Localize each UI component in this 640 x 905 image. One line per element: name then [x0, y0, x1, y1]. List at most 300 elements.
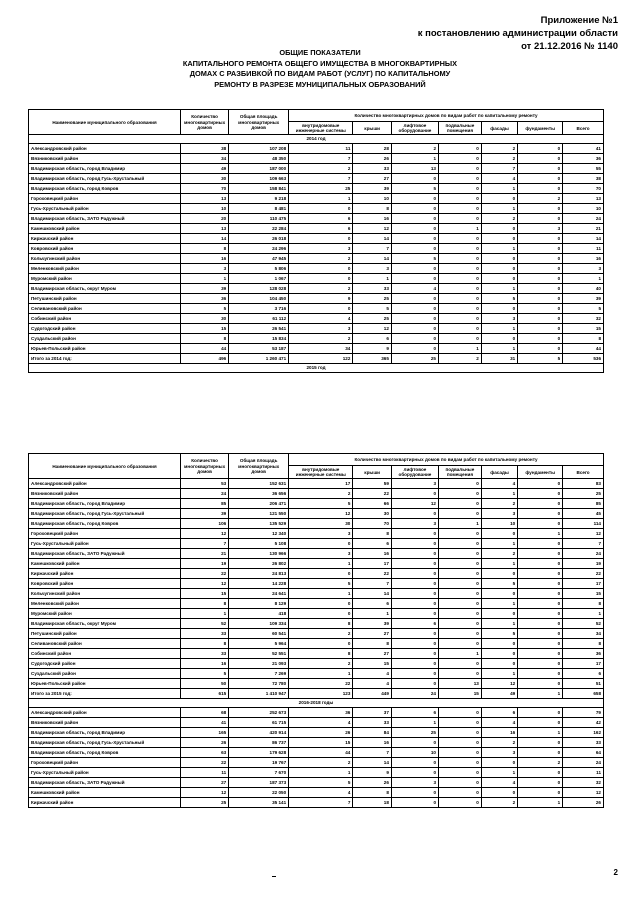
row-value: 2 — [481, 738, 517, 748]
header-work-group: Количество многоквартирных домов по видам работ по капитальному ремонту — [289, 454, 604, 466]
header-foundations: фундаменты — [518, 466, 563, 479]
row-value: 33 — [181, 629, 229, 639]
row-value: 19 767 — [229, 758, 289, 768]
row-value: 0 — [518, 334, 563, 344]
header-houses: Количество многоквартирных домов — [181, 110, 229, 135]
table-row — [29, 728, 604, 738]
row-value: 1 — [481, 204, 517, 214]
row-value: 5 — [289, 499, 353, 509]
table-row — [29, 758, 604, 768]
title-line-1: ОБЩИЕ ПОКАЗАТЕЛИ — [279, 48, 361, 57]
section-label-next: 2015 год — [29, 364, 604, 373]
row-value: 0 — [391, 649, 438, 659]
row-value: 11 — [289, 144, 353, 154]
row-value: 12 — [481, 679, 517, 689]
row-value: 0 — [391, 539, 438, 549]
row-value: 114 — [563, 519, 604, 529]
row-value: 35 141 — [229, 798, 289, 808]
table-row — [29, 669, 604, 679]
row-value: 0 — [439, 274, 482, 284]
section-label: 2014 год — [29, 135, 604, 144]
row-value: 3 — [391, 479, 438, 489]
row-value: 42 — [563, 718, 604, 728]
row-value: 36 — [181, 294, 229, 304]
row-value: 109 334 — [229, 619, 289, 629]
row-value: 44 — [181, 344, 229, 354]
row-value: 16 — [181, 254, 229, 264]
row-value: 16 — [563, 254, 604, 264]
row-value: 17 — [563, 579, 604, 589]
row-value: 1 — [481, 669, 517, 679]
row-value: 0 — [439, 164, 482, 174]
row-value: 0 — [439, 659, 482, 669]
row-value: 17 — [563, 659, 604, 669]
row-value: 60 541 — [229, 629, 289, 639]
row-value: 0 — [391, 294, 438, 304]
row-value: 61 715 — [229, 718, 289, 728]
row-municipality: Владимирская область, город Владимир — [29, 164, 181, 174]
row-value: 0 — [481, 274, 517, 284]
row-value: 418 — [229, 609, 289, 619]
row-value: 2 — [289, 489, 353, 499]
row-value: 0 — [518, 144, 563, 154]
row-value: 1 — [353, 609, 392, 619]
row-value: 3 — [481, 314, 517, 324]
row-value: 3 — [289, 324, 353, 334]
row-value: 11 — [563, 244, 604, 254]
row-value: 15 — [563, 324, 604, 334]
row-value: 158 841 — [229, 184, 289, 194]
row-value: 0 — [518, 314, 563, 324]
row-value: 8 — [181, 639, 229, 649]
header-total: Всего — [563, 122, 604, 135]
row-value: 2 — [289, 758, 353, 768]
row-value: 1 — [439, 649, 482, 659]
row-value: 17 — [353, 559, 392, 569]
row-municipality: Камешковский район — [29, 788, 181, 798]
row-value: 25 — [563, 489, 604, 499]
row-value: 0 — [391, 509, 438, 519]
table-row — [29, 344, 604, 354]
row-value: 2 — [289, 334, 353, 344]
row-value: 1 — [181, 609, 229, 619]
row-value: 5 — [289, 579, 353, 589]
row-value: 252 673 — [229, 708, 289, 718]
row-value: 1 — [481, 184, 517, 194]
row-municipality: Киржачский район — [29, 569, 181, 579]
row-value: 0 — [439, 174, 482, 184]
row-value: 1 — [391, 718, 438, 728]
row-value: 3 — [391, 778, 438, 788]
header-work-group: Количество многоквартирных домов по видам работ по капитальному ремонту — [289, 110, 604, 122]
row-municipality: Петушинский район — [29, 629, 181, 639]
row-value: 15 — [353, 659, 392, 669]
row-value: 12 — [181, 579, 229, 589]
row-value: 1 — [481, 344, 517, 354]
row-value: 0 — [481, 334, 517, 344]
row-value: 3 — [481, 509, 517, 519]
row-municipality: Селивановский район — [29, 304, 181, 314]
row-value: 0 — [481, 264, 517, 274]
row-value: 11 — [563, 768, 604, 778]
row-municipality: Судогодский район — [29, 324, 181, 334]
row-value: 6 — [289, 214, 353, 224]
row-value: 21 — [563, 224, 604, 234]
row-value: 2 — [481, 549, 517, 559]
row-value: 1 — [481, 559, 517, 569]
row-value: 0 — [439, 609, 482, 619]
row-value: 0 — [518, 708, 563, 718]
row-municipality: Гусь-Хрустальный район — [29, 539, 181, 549]
row-value: 21 — [181, 549, 229, 559]
row-value: 0 — [518, 659, 563, 669]
row-value: 0 — [439, 479, 482, 489]
table-row — [29, 718, 604, 728]
row-value: 10 — [481, 519, 517, 529]
row-value: 13 — [181, 194, 229, 204]
row-value: 0 — [518, 788, 563, 798]
row-value: 25 — [353, 294, 392, 304]
row-value: 6 — [353, 599, 392, 609]
row-value: 24 641 — [229, 589, 289, 599]
row-value: 0 — [439, 798, 482, 808]
header-name: Наименование муниципального образования — [29, 110, 181, 135]
row-value: 3 — [289, 549, 353, 559]
row-value: 15 — [181, 324, 229, 334]
row-value: 0 — [439, 738, 482, 748]
row-value: 1 — [518, 798, 563, 808]
row-value: 39 — [353, 184, 392, 194]
row-value: 0 — [481, 609, 517, 619]
row-value: 0 — [391, 224, 438, 234]
header-basements: подвальные помещения — [439, 122, 482, 135]
row-municipality: Владимирская область, ЗАТО Радужный — [29, 214, 181, 224]
table-row — [29, 194, 604, 204]
row-value: 5 964 — [229, 639, 289, 649]
table-row — [29, 224, 604, 234]
row-value: 36 — [289, 708, 353, 718]
row-value: 12 — [563, 788, 604, 798]
row-municipality: Муромский район — [29, 274, 181, 284]
row-value: 2 — [481, 154, 517, 164]
row-value: 34 — [181, 154, 229, 164]
row-value: 0 — [391, 679, 438, 689]
row-value: 1 — [481, 324, 517, 334]
table-row — [29, 649, 604, 659]
row-value: 0 — [518, 669, 563, 679]
row-municipality: Киржачский район — [29, 234, 181, 244]
row-value: 53 — [181, 479, 229, 489]
header-systems: внутридомовые инженерные системы — [289, 466, 353, 479]
row-value: 1 — [289, 194, 353, 204]
row-value: 8 — [181, 599, 229, 609]
row-value: 3 — [289, 529, 353, 539]
row-value: 2 — [289, 659, 353, 669]
row-municipality: Камешковский район — [29, 224, 181, 234]
row-value: 33 — [181, 649, 229, 659]
table-row — [29, 529, 604, 539]
table-row — [29, 214, 604, 224]
row-value: 38 — [181, 144, 229, 154]
row-value: 152 631 — [229, 479, 289, 489]
row-value: 30 — [289, 519, 353, 529]
row-value: 3 — [563, 264, 604, 274]
table-row — [29, 274, 604, 284]
row-value: 12 — [353, 224, 392, 234]
page-mark — [272, 876, 276, 877]
row-value: 3 — [391, 519, 438, 529]
row-value: 1 — [481, 489, 517, 499]
row-value: 6 — [353, 334, 392, 344]
row-value: 12 — [181, 529, 229, 539]
row-municipality: Ковровский район — [29, 244, 181, 254]
table-row — [29, 629, 604, 639]
row-value: 22 284 — [229, 224, 289, 234]
section-row — [29, 364, 604, 373]
row-municipality: Вязниковский район — [29, 489, 181, 499]
row-value: 1 — [481, 619, 517, 629]
row-value: 0 — [439, 778, 482, 788]
row-value: 14 — [181, 234, 229, 244]
row-value: 122 — [289, 354, 353, 364]
row-value: 0 — [439, 324, 482, 334]
row-value: 0 — [518, 549, 563, 559]
row-value: 0 — [481, 649, 517, 659]
row-value: 5 — [481, 629, 517, 639]
row-value: 6 — [353, 539, 392, 549]
row-value: 0 — [391, 669, 438, 679]
row-value: 7 — [353, 579, 392, 589]
table-row — [29, 284, 604, 294]
section-label-2016-2018: 2016-2018 годы — [29, 699, 604, 708]
row-value: 0 — [481, 254, 517, 264]
row-value: 18 — [353, 798, 392, 808]
row-value: 22 — [289, 679, 353, 689]
header-basements: подвальные помещения — [439, 466, 482, 479]
row-value: 0 — [518, 748, 563, 758]
row-value: 0 — [518, 609, 563, 619]
row-value: 51 — [563, 679, 604, 689]
appendix-line-1: Приложение №1 — [540, 15, 618, 26]
row-value: 0 — [391, 768, 438, 778]
row-value: 2 — [289, 164, 353, 174]
row-value: 16 — [353, 549, 392, 559]
row-value: 86 737 — [229, 738, 289, 748]
row-value: 1 — [391, 154, 438, 164]
row-value: 7 670 — [229, 768, 289, 778]
row-value: 5 — [289, 778, 353, 788]
row-value: 36 — [563, 154, 604, 164]
row-value: 8 — [289, 649, 353, 659]
row-value: 0 — [481, 194, 517, 204]
row-value: 8 — [563, 599, 604, 609]
row-value: 0 — [481, 529, 517, 539]
row-value: 10 — [391, 748, 438, 758]
table-row — [29, 204, 604, 214]
row-value: 1 — [353, 274, 392, 284]
row-value: 0 — [391, 609, 438, 619]
row-value: 0 — [518, 214, 563, 224]
row-value: 4 — [289, 314, 353, 324]
row-value: 0 — [391, 314, 438, 324]
row-municipality: Юрьев-Польский район — [29, 344, 181, 354]
row-value: 63 — [181, 748, 229, 758]
row-value: 16 — [181, 659, 229, 669]
row-value: 0 — [518, 639, 563, 649]
row-value: 0 — [518, 254, 563, 264]
row-value: 0 — [518, 324, 563, 334]
row-value: 0 — [518, 718, 563, 728]
row-municipality: Юрьев-Польский район — [29, 679, 181, 689]
table-row — [29, 509, 604, 519]
row-municipality: Александровский район — [29, 144, 181, 154]
row-value: 0 — [289, 609, 353, 619]
row-value: 110 475 — [229, 214, 289, 224]
row-value: 0 — [289, 304, 353, 314]
table-row — [29, 164, 604, 174]
row-value: 0 — [518, 154, 563, 164]
row-value: 0 — [518, 204, 563, 214]
table-row — [29, 539, 604, 549]
row-value: 5 — [181, 304, 229, 314]
row-value: 8 481 — [229, 204, 289, 214]
header-name: Наименование муниципального образования — [29, 454, 181, 479]
row-value: 1 — [563, 274, 604, 284]
row-value: 53 187 — [229, 344, 289, 354]
row-value: 45 — [563, 509, 604, 519]
row-value: 1 — [289, 559, 353, 569]
row-value: 0 — [391, 344, 438, 354]
table-row — [29, 679, 604, 689]
row-municipality: Меленковский район — [29, 599, 181, 609]
row-value: 0 — [518, 234, 563, 244]
row-value: 1 — [439, 344, 482, 354]
row-value: 1 — [563, 609, 604, 619]
header-houses: Количество многоквартирных домов — [181, 454, 229, 479]
section-row — [29, 699, 604, 708]
row-value: 14 — [353, 234, 392, 244]
row-value: 39 — [181, 509, 229, 519]
row-value: 0 — [481, 788, 517, 798]
row-value: 7 — [181, 539, 229, 549]
row-value: 34 — [289, 344, 353, 354]
row-value: 26 018 — [229, 234, 289, 244]
row-municipality: Собинский район — [29, 649, 181, 659]
row-value: 0 — [391, 214, 438, 224]
row-value: 6 — [391, 708, 438, 718]
row-value: 4 — [289, 718, 353, 728]
table-row — [29, 599, 604, 609]
table-row — [29, 549, 604, 559]
row-value: 72 780 — [229, 679, 289, 689]
row-value: 0 — [518, 344, 563, 354]
row-value: 0 — [518, 629, 563, 639]
row-value: 0 — [439, 499, 482, 509]
row-value: 0 — [439, 758, 482, 768]
row-value: 135 529 — [229, 519, 289, 529]
row-value: 1 — [518, 529, 563, 539]
row-value: 0 — [289, 569, 353, 579]
row-value: 1 — [481, 539, 517, 549]
title-line-3: ДОМАХ С РАЗБИВКОЙ ПО ВИДАМ РАБОТ (УСЛУГ) ПО КАПИТАЛЬНОМУ — [189, 69, 451, 78]
row-value: 0 — [439, 184, 482, 194]
row-value: 0 — [518, 679, 563, 689]
table-2014 — [28, 109, 604, 373]
row-value: 107 208 — [229, 144, 289, 154]
row-value: 50 — [181, 679, 229, 689]
row-value: 1 — [481, 284, 517, 294]
row-municipality: Владимирская область, округ Муром — [29, 619, 181, 629]
table-row — [29, 354, 604, 364]
row-value: 0 — [439, 619, 482, 629]
row-value: 26 802 — [229, 559, 289, 569]
row-value: 162 — [563, 728, 604, 738]
row-value: 0 — [391, 334, 438, 344]
row-value: 0 — [439, 154, 482, 164]
row-municipality: Александровский район — [29, 479, 181, 489]
row-value: 36 — [563, 649, 604, 659]
row-value: 0 — [289, 204, 353, 214]
row-value: 12 — [391, 499, 438, 509]
header-area: Общая площадь многоквартирных домов — [229, 454, 289, 479]
row-value: 47 945 — [229, 254, 289, 264]
row-municipality: Меленковский район — [29, 264, 181, 274]
table-row — [29, 304, 604, 314]
page-number: 2 — [613, 868, 618, 877]
row-municipality: Вязниковский район — [29, 718, 181, 728]
row-value: 24 — [181, 489, 229, 499]
row-value: 15 — [181, 589, 229, 599]
row-value: 0 — [439, 539, 482, 549]
row-value: 0 — [481, 234, 517, 244]
row-value: 0 — [518, 599, 563, 609]
row-value: 0 — [391, 264, 438, 274]
row-value: 8 — [181, 334, 229, 344]
row-value: 9 — [289, 294, 353, 304]
row-value: 0 — [439, 234, 482, 244]
row-value: 25 — [391, 728, 438, 738]
row-value: 1 — [481, 768, 517, 778]
row-value: 0 — [481, 659, 517, 669]
table-row — [29, 324, 604, 334]
row-value: 26 541 — [229, 324, 289, 334]
row-value: 1 — [518, 728, 563, 738]
row-value: 33 — [353, 284, 392, 294]
header-roofs: крыши — [353, 122, 392, 135]
row-value: 0 — [391, 659, 438, 669]
row-value: 0 — [439, 708, 482, 718]
row-municipality: Владимирская область, город Гусь-Хрустальный — [29, 509, 181, 519]
row-value: 106 — [181, 519, 229, 529]
row-municipality: Ковровский район — [29, 579, 181, 589]
row-value: 0 — [439, 768, 482, 778]
table-row — [29, 559, 604, 569]
row-value: 1 — [518, 689, 563, 699]
row-value: 5 — [353, 304, 392, 314]
row-value: 2 — [289, 254, 353, 264]
row-value: 0 — [391, 639, 438, 649]
row-value: 0 — [391, 244, 438, 254]
row-value: 365 — [353, 354, 392, 364]
row-value: 0 — [439, 569, 482, 579]
row-value: 2 — [518, 758, 563, 768]
row-value: 85 — [181, 499, 229, 509]
row-value: 24 — [563, 549, 604, 559]
row-value: 4 — [353, 679, 392, 689]
row-value: 2 — [289, 629, 353, 639]
row-value: 39 — [563, 294, 604, 304]
row-value: 1 — [481, 599, 517, 609]
